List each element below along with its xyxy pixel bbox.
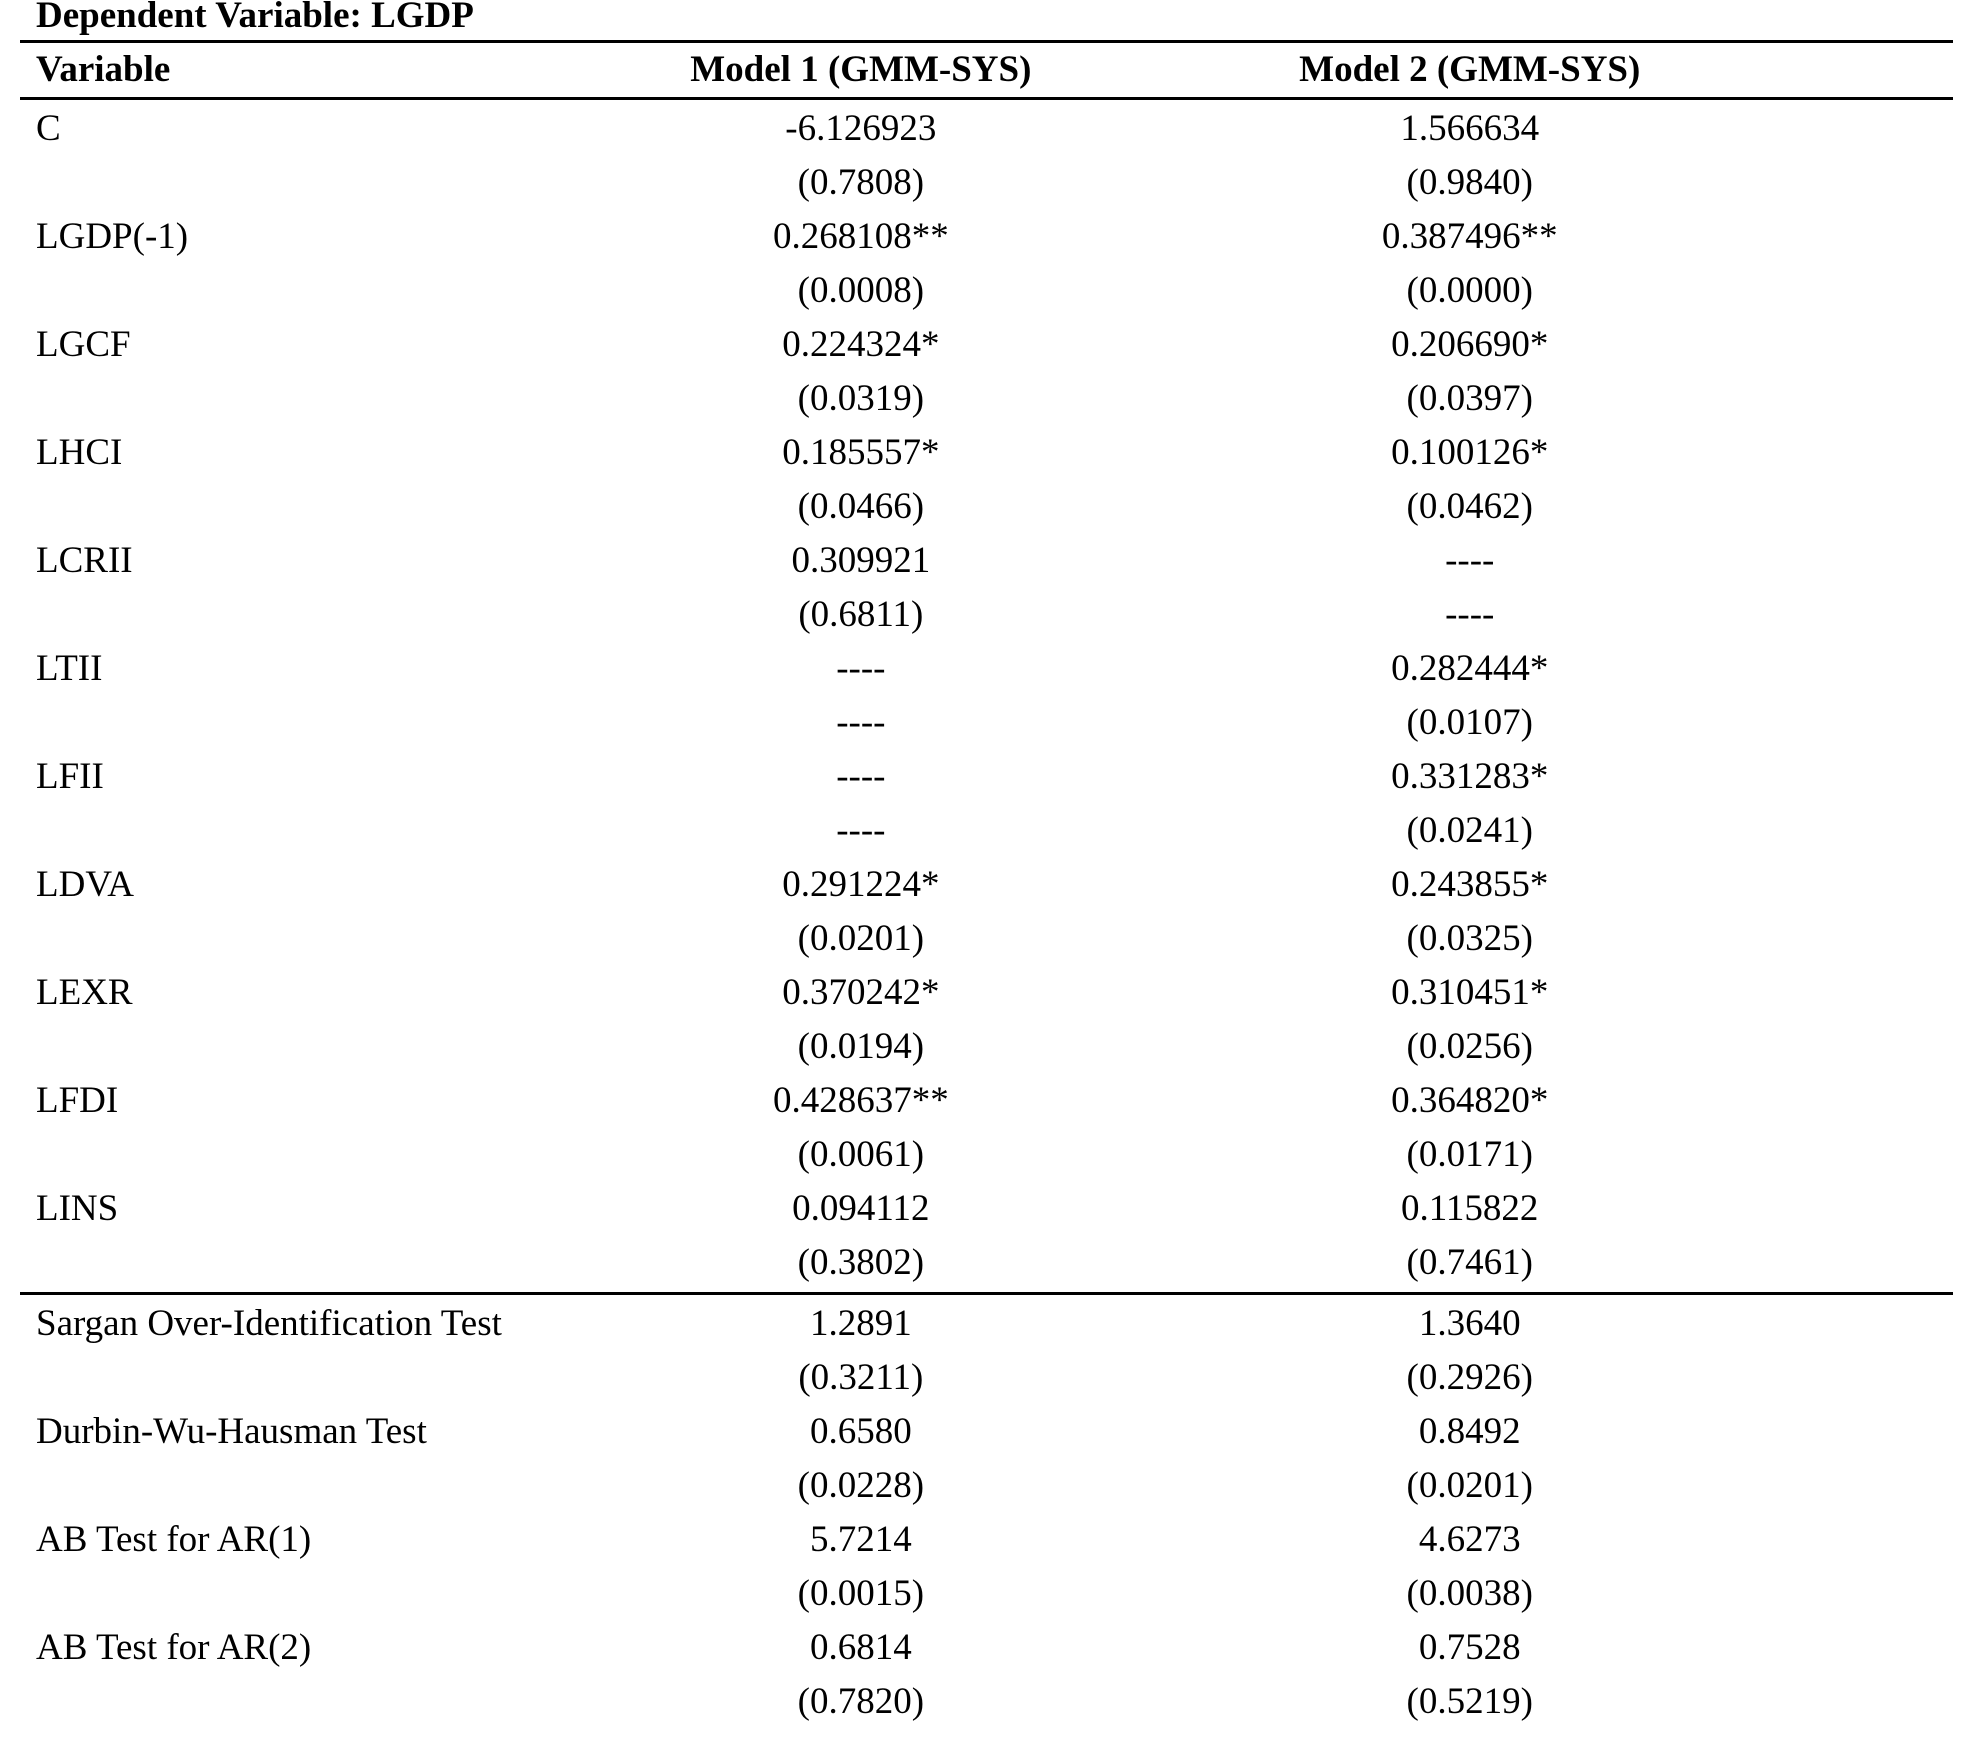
model1-cell	[561, 642, 1160, 750]
test-name: Durbin-Wu-Hausman Test	[36, 1411, 427, 1452]
row-filler	[1779, 750, 1953, 751]
model2-cell	[1160, 1074, 1779, 1182]
row-filler	[1779, 1405, 1953, 1406]
model2-pvalue: (0.0256)	[1406, 1026, 1533, 1067]
test-name: Sargan Over-Identification Test	[36, 1303, 502, 1344]
row-filler	[1779, 1513, 1953, 1514]
model2-coefficient: 0.115822	[1401, 1188, 1539, 1229]
model2-cell	[1160, 858, 1779, 966]
model2-statistic: 4.6273	[1418, 1519, 1521, 1560]
variable-name: LEXR	[36, 972, 133, 1013]
model2-cell	[1160, 966, 1779, 1074]
model2-statistic: 0.8492	[1418, 1411, 1521, 1452]
model2-pvalue: ----	[1445, 594, 1495, 635]
table-row	[20, 750, 1953, 858]
row-filler	[1779, 1297, 1953, 1298]
model1-pvalue: (0.7820)	[797, 1681, 925, 1722]
model2-cell	[1160, 318, 1779, 426]
model2-coefficient: 0.282444*	[1391, 648, 1549, 689]
model1-statistic: 1.2891	[809, 1303, 912, 1344]
row-filler	[1779, 210, 1953, 211]
table-row	[20, 966, 1953, 1074]
model1-pvalue: (0.0008)	[797, 270, 925, 311]
model1-cell	[561, 1074, 1160, 1182]
model2-cell	[1160, 1513, 1779, 1621]
model2-cell	[1160, 1621, 1779, 1729]
model1-coefficient: 0.094112	[792, 1188, 930, 1229]
model1-coefficient: 0.185557*	[782, 432, 940, 473]
model1-pvalue: (0.0466)	[797, 486, 925, 527]
model2-pvalue: (0.9840)	[1406, 162, 1533, 203]
model2-cell	[1160, 102, 1779, 210]
model1-pvalue: ----	[836, 702, 886, 743]
model2-cell	[1160, 1182, 1779, 1290]
model1-cell	[561, 1182, 1160, 1290]
model1-coefficient: 0.428637**	[772, 1080, 949, 1121]
model2-pvalue: (0.0171)	[1406, 1134, 1533, 1175]
model1-coefficient: -6.126923	[785, 108, 937, 149]
coefficients-section	[20, 100, 1953, 1292]
model2-cell	[1160, 1405, 1779, 1513]
model1-pvalue: (0.0194)	[797, 1026, 925, 1067]
test-name: AB Test for AR(2)	[36, 1627, 312, 1668]
model2-cell	[1160, 1297, 1779, 1405]
model2-coefficient: 0.310451*	[1391, 972, 1549, 1013]
model1-coefficient: 0.224324*	[782, 324, 940, 365]
model2-cell	[1160, 750, 1779, 858]
row-filler	[1779, 858, 1953, 859]
table-row	[20, 318, 1953, 426]
row-filler	[1779, 1621, 1953, 1622]
model1-cell	[561, 426, 1160, 534]
model2-statistic: 1.3640	[1418, 1303, 1521, 1344]
row-filler	[1779, 426, 1953, 427]
row-filler	[1779, 642, 1953, 643]
header-model2: Model 2 (GMM-SYS)	[1299, 49, 1641, 90]
model1-cell	[561, 858, 1160, 966]
variable-name: LFDI	[36, 1080, 119, 1121]
model1-cell	[561, 318, 1160, 426]
header-filler	[1779, 43, 1953, 44]
table-row	[20, 858, 1953, 966]
model1-coefficient: ----	[836, 648, 886, 689]
test-name: AB Test for AR(1)	[36, 1519, 312, 1560]
model1-pvalue: (0.0061)	[797, 1134, 925, 1175]
model2-coefficient: ----	[1445, 540, 1495, 581]
model2-coefficient: 0.331283*	[1391, 756, 1549, 797]
model2-pvalue: (0.7461)	[1406, 1242, 1533, 1283]
table-row	[20, 642, 1953, 750]
row-filler	[1779, 1074, 1953, 1075]
model2-coefficient: 0.364820*	[1391, 1080, 1549, 1121]
table-row	[20, 426, 1953, 534]
variable-name: LTII	[36, 648, 103, 689]
model2-pvalue: (0.2926)	[1406, 1357, 1533, 1398]
model2-coefficient: 0.100126*	[1391, 432, 1549, 473]
variable-name: LCRII	[36, 540, 133, 581]
row-filler	[1779, 534, 1953, 535]
model1-pvalue: ----	[836, 810, 886, 851]
model1-pvalue: (0.0228)	[797, 1465, 925, 1506]
variable-name: LINS	[36, 1188, 119, 1229]
model1-coefficient: 0.370242*	[782, 972, 940, 1013]
model2-coefficient: 0.206690*	[1391, 324, 1549, 365]
header-variable: Variable	[36, 49, 171, 90]
model1-pvalue: (0.7808)	[797, 162, 925, 203]
table-row	[20, 210, 1953, 318]
model2-pvalue: (0.0325)	[1406, 918, 1533, 959]
diagnostics-section	[20, 1295, 1953, 1731]
model1-cell	[561, 1621, 1160, 1729]
row-filler	[1779, 102, 1953, 103]
model1-cell	[561, 1405, 1160, 1513]
model2-pvalue: (0.0397)	[1406, 378, 1533, 419]
model1-cell	[561, 210, 1160, 318]
model2-cell	[1160, 426, 1779, 534]
model1-cell	[561, 102, 1160, 210]
model2-pvalue: (0.0000)	[1406, 270, 1533, 311]
model1-coefficient: 0.268108**	[772, 216, 949, 257]
model1-cell	[561, 1297, 1160, 1405]
row-filler	[1779, 1182, 1953, 1183]
table-row	[20, 1513, 1953, 1621]
model1-pvalue: (0.3802)	[797, 1242, 925, 1283]
model1-pvalue: (0.0201)	[797, 918, 925, 959]
row-filler	[1779, 966, 1953, 967]
table-row	[20, 534, 1953, 642]
table-row	[20, 1621, 1953, 1729]
model1-pvalue: (0.0015)	[797, 1573, 925, 1614]
model2-pvalue: (0.0201)	[1406, 1465, 1533, 1506]
model2-coefficient: 0.243855*	[1391, 864, 1549, 905]
model1-cell	[561, 966, 1160, 1074]
variable-name: C	[36, 108, 61, 149]
table-title: Dependent Variable: LGDP	[36, 0, 474, 36]
table-row	[20, 1405, 1953, 1513]
model1-pvalue: (0.0319)	[797, 378, 925, 419]
table-row	[20, 1074, 1953, 1182]
model1-coefficient: 0.309921	[791, 540, 931, 581]
model2-cell	[1160, 534, 1779, 642]
row-filler	[1779, 318, 1953, 319]
model2-cell	[1160, 210, 1779, 318]
table-row	[20, 1297, 1953, 1405]
model1-statistic: 0.6814	[809, 1627, 912, 1668]
table-row	[20, 102, 1953, 210]
model2-coefficient: 1.566634	[1400, 108, 1540, 149]
model1-coefficient: 0.291224*	[782, 864, 940, 905]
variable-name: LHCI	[36, 432, 123, 473]
model2-pvalue: (0.0038)	[1406, 1573, 1533, 1614]
model2-statistic: 0.7528	[1418, 1627, 1521, 1668]
model1-pvalue: (0.3211)	[798, 1357, 924, 1398]
model1-cell	[561, 534, 1160, 642]
variable-name: LDVA	[36, 864, 134, 905]
model1-cell	[561, 750, 1160, 858]
table-row	[20, 1182, 1953, 1290]
model1-pvalue: (0.6811)	[798, 594, 924, 635]
header-model1: Model 1 (GMM-SYS)	[690, 49, 1032, 90]
model1-coefficient: ----	[836, 756, 886, 797]
model2-cell	[1160, 642, 1779, 750]
model2-coefficient: 0.387496**	[1381, 216, 1558, 257]
model2-pvalue: (0.0241)	[1406, 810, 1533, 851]
model1-statistic: 5.7214	[809, 1519, 912, 1560]
variable-name: LGDP(-1)	[36, 216, 189, 257]
model2-pvalue: (0.5219)	[1406, 1681, 1533, 1722]
model1-cell	[561, 1513, 1160, 1621]
model2-pvalue: (0.0462)	[1406, 486, 1533, 527]
model2-pvalue: (0.0107)	[1406, 702, 1533, 743]
variable-name: LFII	[36, 756, 104, 797]
table-header-row	[20, 43, 1953, 97]
variable-name: LGCF	[36, 324, 131, 365]
model1-statistic: 0.6580	[809, 1411, 912, 1452]
